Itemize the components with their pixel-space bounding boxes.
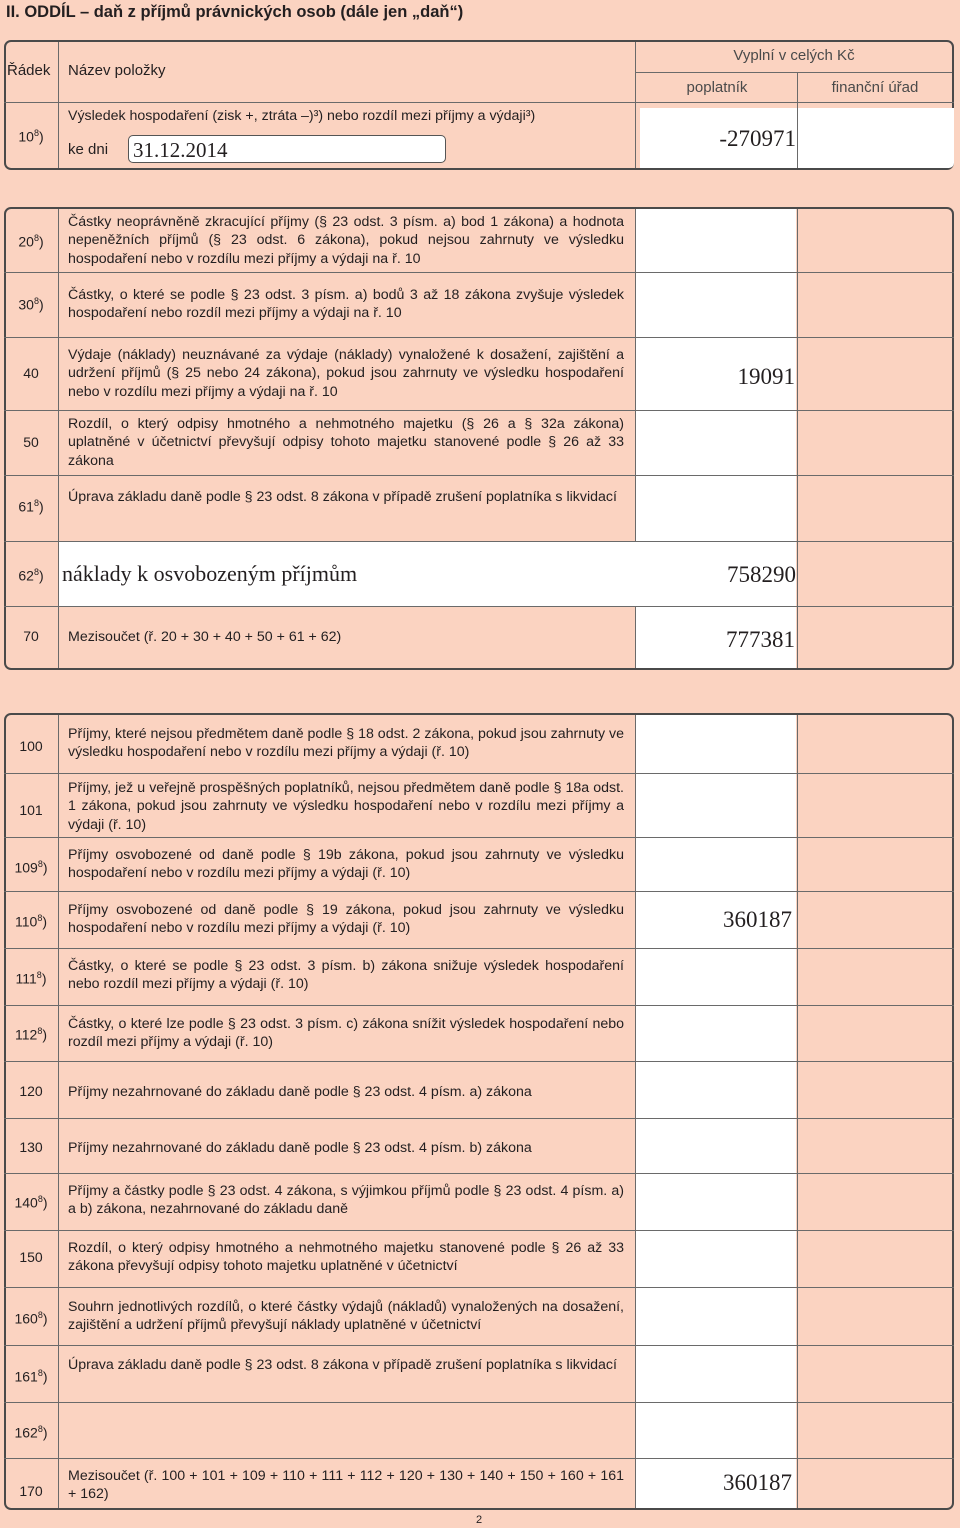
row-number: $112^8$) bbox=[14, 1026, 47, 1043]
col-divider bbox=[797, 715, 798, 1508]
row-number: 50 bbox=[23, 434, 39, 450]
row-divider bbox=[4, 1061, 954, 1062]
row-number: 40 bbox=[23, 365, 39, 381]
row-divider bbox=[4, 1230, 954, 1231]
row-number: $109^8$) bbox=[14, 859, 48, 876]
row-text: Částky neoprávněně zkracující příjmy (§ 23 odst. 3 písm. a) bod 1 zákona) a hodnota nepeněžních příjmů (§ 23 odst. 6 zákona), pokud nejsou zahrnuty ve výsledku hospodaření nebo v rozdílu mezi příjmy a výdaji na ř. 10 bbox=[68, 214, 624, 267]
row-divider bbox=[4, 948, 954, 949]
row-number: $61^8$) bbox=[18, 498, 44, 515]
row62-text[interactable]: náklady k osvobozeným příjmům bbox=[62, 561, 358, 586]
row-number: $160^8$) bbox=[14, 1310, 48, 1327]
row-divider bbox=[4, 891, 954, 892]
header-tax-office: finanční úřad bbox=[831, 79, 919, 96]
row-divider bbox=[4, 1458, 954, 1459]
row-divider bbox=[4, 1118, 954, 1119]
row-number: 101 bbox=[19, 802, 43, 818]
section-title: II. ODDÍL – daň z příjmů právnických osob (dále jen „daň“) bbox=[6, 3, 464, 21]
row-text: Výdaje (náklady) neuznávané za výdaje (náklady) vynaložené k dosažení, zajištění a udržení příjmů (§ 25 nebo 24 zákona), pokud jsou zahrnuty ve výsledku hospodaření nebo v rozdílu mezi příjmy a výdaji na ř. 10 bbox=[68, 347, 624, 400]
row-text: Příjmy nezahrnované do základu daně podle § 23 odst. 4 písm. a) zákona bbox=[68, 1084, 532, 1100]
row-divider bbox=[4, 475, 954, 476]
row-number: $140^8$) bbox=[14, 1194, 48, 1211]
row-text: Rozdíl, o který odpisy hmotného a nehmotného majetku (§ 26 a § 32a zákona) uplatněné v účetnictví převyšují odpisy tohoto majetku stanovené podle § 26 až 33 zákona bbox=[68, 416, 624, 469]
row10-value[interactable]: -270971 bbox=[719, 126, 796, 151]
header-taxpayer: poplatník bbox=[686, 79, 748, 96]
row-number: $30^8$) bbox=[18, 296, 44, 313]
row-text: Souhrn jednotlivých rozdílů, o které částky výdajů (nákladů) vynaložených na dosažení, zajištění a udržení příjmů převyšují náklady uplatněné v účetnictví bbox=[68, 1299, 624, 1334]
row-divider bbox=[4, 773, 954, 774]
row-text: Mezisoučet (ř. 100 + 101 + 109 + 110 + 111 + 112 + 120 + 130 + 140 + 150 + 160 + 161 + 162) bbox=[68, 1468, 624, 1503]
taxpayer-column bbox=[636, 715, 796, 1508]
date-field[interactable]: 31.12.2014 bbox=[128, 135, 446, 163]
row-number: $10^8$) bbox=[18, 128, 44, 145]
header-name-label: Název položky bbox=[68, 62, 166, 79]
row-text: Částky, o které se podle § 23 odst. 3 písm. a) bodů 3 až 18 zákona zvyšuje výsledek hospodaření nebo rozdíl mezi příjmy a výdaji na ř. 10 bbox=[68, 287, 624, 322]
row-text: Částky, o které se podle § 23 odst. 3 písm. b) zákona snižuje výsledek hospodaření nebo rozdíl mezi příjmy a výdaji (ř. 10) bbox=[68, 958, 624, 993]
row-number: $110^8$) bbox=[14, 913, 47, 930]
row-number: $161^8$) bbox=[14, 1368, 48, 1385]
row-number: 150 bbox=[19, 1249, 43, 1265]
row-divider bbox=[4, 541, 954, 542]
row-divider bbox=[4, 102, 954, 103]
page-number: 2 bbox=[476, 1514, 483, 1526]
row-text: Úprava základu daně podle § 23 odst. 8 zákona v případě zrušení poplatníka s likvidací bbox=[68, 1357, 617, 1373]
row-number: 130 bbox=[19, 1139, 43, 1155]
row170-value[interactable]: 360187 bbox=[723, 1470, 792, 1495]
row-divider bbox=[4, 1402, 954, 1403]
row62-value[interactable]: 758290 bbox=[727, 562, 796, 587]
header-row-label: Řádek bbox=[7, 62, 51, 79]
row-divider bbox=[4, 1287, 954, 1288]
col-divider bbox=[58, 715, 59, 1508]
row-divider bbox=[4, 1345, 954, 1346]
row-divider bbox=[4, 1173, 954, 1174]
row-number: 120 bbox=[19, 1083, 43, 1099]
row-text: Úprava základu daně podle § 23 odst. 8 zákona v případě zrušení poplatníka s likvidací bbox=[68, 489, 617, 505]
row40-value[interactable]: 19091 bbox=[737, 364, 795, 389]
col-divider bbox=[58, 42, 59, 168]
row-number: $20^8$) bbox=[18, 233, 44, 250]
row-text: Výsledek hospodaření (zisk +, ztráta –)³) nebo rozdíl mezi příjmy a výdaji³) bbox=[68, 108, 536, 124]
row-text: Příjmy osvobozené od daně podle § 19b zákona, pokud jsou zahrnuty ve výsledku hospodaření nebo v rozdílu mezi příjmy a výdaji (ř. 10) bbox=[68, 847, 624, 882]
row-divider bbox=[4, 606, 954, 607]
row-number: $111^8$) bbox=[15, 970, 47, 987]
row-divider bbox=[4, 1005, 954, 1006]
row-number: $62^8$) bbox=[18, 567, 44, 584]
row-text: Částky, o které lze podle § 23 odst. 3 písm. c) zákona snížit výsledek hospodaření nebo rozdíl mezi příjmy a výdaji (ř. 10) bbox=[68, 1016, 624, 1051]
row-text: Příjmy, jež u veřejně prospěšných poplatníků, nejsou předmětem daně podle § 18a odst. 1 zákona, pokud jsou zahrnuty ve výsledku hospodaření nebo v rozdílu mezi příjmy a výdaji (ř. 10) bbox=[68, 780, 624, 833]
header-fill-in: Vyplní v celých Kč bbox=[733, 47, 855, 64]
row-divider bbox=[4, 837, 954, 838]
row-divider bbox=[4, 272, 954, 273]
row-text: Mezisoučet (ř. 20 + 30 + 40 + 50 + 61 + 62) bbox=[68, 629, 342, 645]
row-text: Rozdíl, o který odpisy hmotného a nehmotného majetku stanovené podle § 26 až 33 zákona převyšují odpisy tohoto majetku uplatněné v účetnictví bbox=[68, 1240, 624, 1275]
row70-value[interactable]: 777381 bbox=[726, 627, 795, 652]
row-number: 70 bbox=[23, 628, 39, 644]
row-text: Příjmy nezahrnované do základu daně podle § 23 odst. 4 písm. b) zákona bbox=[68, 1140, 532, 1156]
row-text: Příjmy osvobozené od daně podle § 19 zákona, pokud jsou zahrnuty ve výsledku hospodaření nebo v rozdílu mezi příjmy a výdaji (ř. 10) bbox=[68, 902, 624, 937]
ke-dni-label: ke dni bbox=[68, 141, 109, 158]
row-divider bbox=[4, 410, 954, 411]
row-number: 170 bbox=[19, 1483, 43, 1499]
row110-value[interactable]: 360187 bbox=[723, 907, 792, 932]
header-subdivider bbox=[636, 72, 952, 73]
row-text: Příjmy, které nejsou předmětem daně podle § 18 odst. 2 zákona, pokud jsou zahrnuty ve výsledku hospodaření nebo v rozdílu mezi příjmy a výdaji (ř. 10) bbox=[68, 726, 624, 761]
row-text: Příjmy a částky podle § 23 odst. 4 zákona, s výjimkou příjmů podle § 23 odst. 4 písm. a) a b) zákona, nezahrnované do základu daně bbox=[68, 1183, 624, 1218]
col-divider bbox=[797, 209, 798, 668]
row-number: 100 bbox=[19, 738, 43, 754]
row-divider bbox=[4, 337, 954, 338]
row-number: $162^8$) bbox=[14, 1424, 48, 1441]
